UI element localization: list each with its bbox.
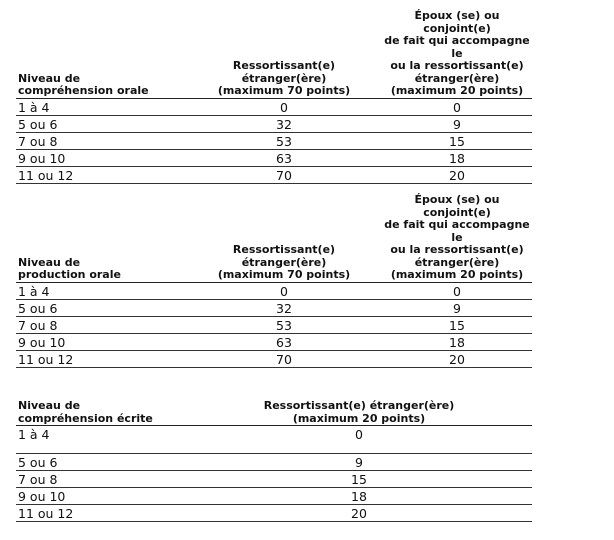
level-cell: 9 ou 10 [16, 333, 186, 350]
national-points-cell: 32 [186, 299, 382, 316]
oral-comprehension-table [16, 10, 532, 184]
level-cell: 11 ou 12 [16, 505, 186, 522]
spouse-points-cell: 20 [382, 350, 532, 367]
level-cell: 5 ou 6 [16, 115, 186, 132]
spouse-points-cell: 9 [382, 299, 532, 316]
level-cell: 5 ou 6 [16, 299, 186, 316]
spouse-points-cell: 18 [382, 149, 532, 166]
level-cell: 7 ou 8 [16, 471, 186, 488]
table-row [16, 350, 532, 367]
spouse-points-cell: 0 [382, 282, 532, 299]
table-row [16, 426, 532, 454]
level-column-header: Niveau de compréhension écrite [16, 400, 186, 426]
national-points-cell: 20 [186, 505, 532, 522]
level-cell: 9 ou 10 [16, 149, 186, 166]
national-points-cell: 15 [186, 471, 532, 488]
table-row [16, 505, 532, 522]
national-points-cell: 53 [186, 316, 382, 333]
national-column-header: Ressortissant(e) étranger(ère) (maximum 70 points) [186, 194, 382, 282]
written-comprehension-table [16, 400, 532, 522]
table-row [16, 282, 532, 299]
level-cell: 1 à 4 [16, 282, 186, 299]
level-cell: 1 à 4 [16, 426, 186, 454]
national-points-cell: 70 [186, 350, 382, 367]
spouse-points-cell: 18 [382, 333, 532, 350]
table-header-row [16, 194, 532, 282]
table-row [16, 454, 532, 471]
national-points-cell: 63 [186, 333, 382, 350]
spouse-points-cell: 0 [382, 98, 532, 115]
national-points-cell: 70 [186, 166, 382, 183]
table-row [16, 149, 532, 166]
national-points-cell: 0 [186, 282, 382, 299]
spouse-column-header: Époux (se) ou conjoint(e) de fait qui accompagne le ou la ressortissant(e) étranger(ère) (maximum 20 points) [382, 10, 532, 98]
table-row [16, 333, 532, 350]
level-column-header: Niveau de compréhension orale [16, 10, 186, 98]
table-row [16, 488, 532, 505]
level-cell: 11 ou 12 [16, 166, 186, 183]
spouse-points-cell: 20 [382, 166, 532, 183]
national-column-header: Ressortissant(e) étranger(ère) (maximum 20 points) [186, 400, 532, 426]
level-cell: 1 à 4 [16, 98, 186, 115]
spouse-points-cell: 15 [382, 132, 532, 149]
national-points-cell: 9 [186, 454, 532, 471]
spouse-points-cell: 9 [382, 115, 532, 132]
level-cell: 11 ou 12 [16, 350, 186, 367]
national-points-cell: 63 [186, 149, 382, 166]
table-row [16, 299, 532, 316]
table-row [16, 98, 532, 115]
level-cell: 7 ou 8 [16, 316, 186, 333]
national-points-cell: 0 [186, 426, 532, 454]
level-cell: 5 ou 6 [16, 454, 186, 471]
spouse-points-cell: 15 [382, 316, 532, 333]
table-row [16, 471, 532, 488]
table-row [16, 316, 532, 333]
national-points-cell: 53 [186, 132, 382, 149]
level-column-header: Niveau de production orale [16, 194, 186, 282]
national-points-cell: 18 [186, 488, 532, 505]
national-column-header: Ressortissant(e) étranger(ère) (maximum 70 points) [186, 10, 382, 98]
national-points-cell: 32 [186, 115, 382, 132]
table-row [16, 132, 532, 149]
table-header-row [16, 400, 532, 426]
level-cell: 7 ou 8 [16, 132, 186, 149]
table-row [16, 166, 532, 183]
level-cell: 9 ou 10 [16, 488, 186, 505]
table-header-row [16, 10, 532, 98]
oral-production-table [16, 194, 532, 368]
table-row [16, 115, 532, 132]
spouse-column-header: Époux (se) ou conjoint(e) de fait qui accompagne le ou la ressortissant(e) étranger(ère) (maximum 20 points) [382, 194, 532, 282]
national-points-cell: 0 [186, 98, 382, 115]
